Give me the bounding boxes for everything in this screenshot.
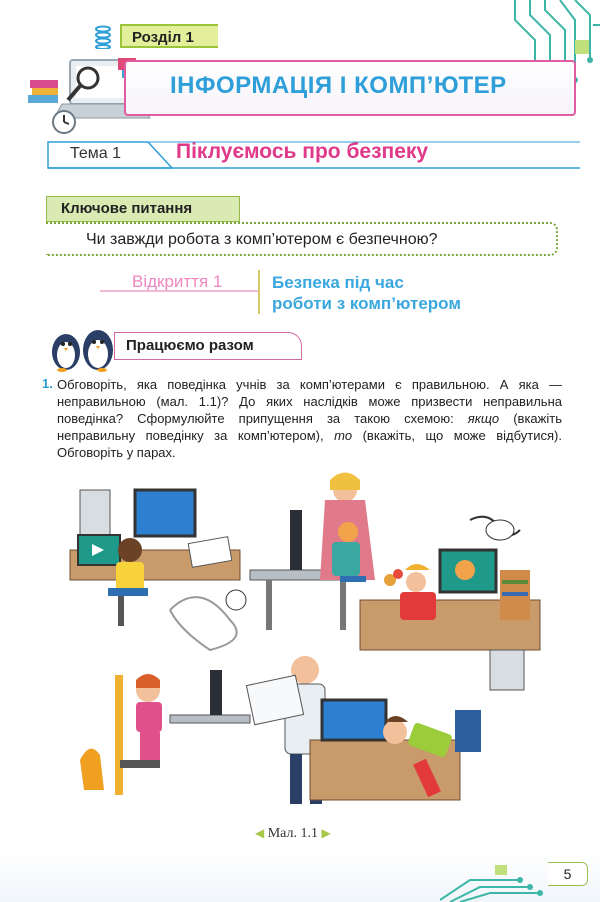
topic-number: Тема 1 xyxy=(70,145,122,162)
section-label: Розділ 1 xyxy=(120,24,218,48)
discovery-title-line1: Безпека під час xyxy=(272,273,404,292)
task-italic-if: якщо xyxy=(467,411,500,426)
task-1 xyxy=(40,376,562,461)
figure-caption xyxy=(255,826,331,842)
key-question-text: Чи завжди робота з комп’ютером є безпечною? xyxy=(86,231,438,248)
figure-caption-text: Мал. 1.1 xyxy=(267,826,319,841)
chapter-title: ІНФОРМАЦІЯ І КОМП’ЮТЕР xyxy=(170,72,507,99)
computer-lab-illustration xyxy=(60,470,550,820)
topic-title: Піклуємось про безпеку xyxy=(176,140,429,163)
work-together-label: Працюємо разом xyxy=(126,337,254,354)
discovery-title-line2: роботи з комп’ютером xyxy=(272,294,461,313)
penguins-icon xyxy=(44,320,124,372)
caption-left-arrow-icon: ◀ xyxy=(255,826,265,840)
discovery-label: Відкриття 1 xyxy=(132,272,223,291)
task-text-part2: (вкажіть неправильну поведінку за комп’ютером), xyxy=(57,411,562,443)
discovery-divider xyxy=(258,270,260,314)
page-number: 5 xyxy=(548,862,588,886)
footer-circuit-decoration xyxy=(440,855,550,902)
caption-right-arrow-icon: ▶ xyxy=(321,826,331,840)
spiral-binding-icon xyxy=(94,25,112,49)
task-text-part1: Обговоріть, яка поведінка учнів за комп’ютерами є правильною. А яка — неправильною (мал. 1.1)? До яких наслідків може призвести неправильна поведінка? Сформулюйте припущення за такою схемою: xyxy=(57,377,562,426)
discovery-title xyxy=(272,272,461,314)
key-question-label: Ключове питання xyxy=(46,196,240,222)
task-text-part3: (вкажіть, що може відбутися). Обговоріть у парах. xyxy=(57,428,562,460)
task-italic-then: то xyxy=(334,428,353,443)
task-1-text xyxy=(40,376,562,461)
task-number: 1. xyxy=(42,376,53,391)
